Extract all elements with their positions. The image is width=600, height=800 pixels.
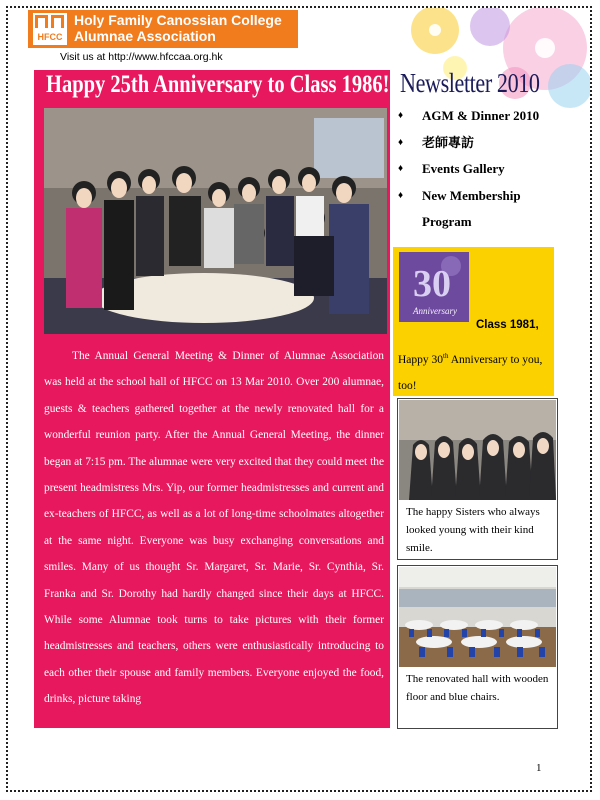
contents-item-label: Events Gallery — [422, 161, 505, 176]
contents-item-teacher-interview[interactable] — [398, 135, 542, 162]
svg-text:Anniversary: Anniversary — [413, 306, 457, 316]
association-logo — [32, 12, 68, 46]
contents-item-agm-dinner[interactable] — [398, 108, 542, 135]
svg-text:HFCC: HFCC — [37, 32, 63, 42]
hall-photo-card — [397, 565, 558, 729]
contents-item-membership[interactable] — [398, 188, 542, 232]
diamond-bullet-icon: ♦ — [398, 110, 404, 121]
contents-item-label: AGM & Dinner 2010 — [422, 108, 540, 123]
group-photo — [44, 108, 387, 334]
anniversary-message-sup: th — [443, 352, 449, 360]
contents-item-label: 老師專訪 — [422, 134, 475, 150]
sisters-photo — [399, 400, 556, 500]
sisters-photo-caption: The happy Sisters who always looked young with their kind smile. — [406, 506, 540, 554]
article-headline: Happy 25th Anniversary to Class 1986! — [46, 71, 390, 98]
article-paragraph: The Annual General Meeting & Dinner of Alumnae Association was held at the school hall of HFCC on 13 Mar 2010. Over 200 alumnae, guests & teachers gathered together at the newly renovated hall for a wonderful reunion party. After the Annual General Meeting, the dinner began at 7:15 pm. The alumnae were very excited that they could meet the present headmistress Mrs. Yip, our former headmistresses and current and ex-teachers of HFCC, as well as a lot of long-time schoolmates altogether at the same night. Everyone was busy exchanging conversations and smiles. Many of us thought Sr. Margaret, Sr. Marie, Sr. Cynthia, Sr. Franka and Sr. Dorothy had hardly changed since their days at HFCC. While some Alumnae took turns to take pictures with their former headmistresses and teachers, others were enthusiastically introducing to each other their spouse and family members. Everyone enjoyed the food, drinks, picture taking — [44, 350, 384, 706]
page-number: 1 — [536, 762, 542, 774]
anniversary-30-logo — [399, 252, 469, 322]
organization-name — [74, 12, 282, 44]
diamond-bullet-icon: ♦ — [398, 189, 404, 201]
anniversary-message — [398, 343, 548, 399]
contents-list — [398, 108, 542, 232]
article-body — [44, 343, 384, 713]
org-name-line1: Holy Family Canossian College — [74, 12, 282, 28]
website-link[interactable]: Visit us at http://www.hfccaa.org.hk — [60, 51, 223, 63]
hall-photo — [399, 567, 556, 667]
anniversary-message-suffix: Anniversary to you, too! — [398, 353, 543, 392]
contents-item-label: New Membership Program — [422, 187, 521, 229]
diamond-bullet-icon: ♦ — [398, 136, 404, 148]
org-name-line2: Alumnae Association — [74, 28, 216, 44]
hall-photo-caption: The renovated hall with wooden floor and blue chairs. — [406, 673, 549, 703]
svg-text:30: 30 — [413, 263, 451, 305]
sisters-photo-card — [397, 398, 558, 560]
class-1981-label: Class 1981, — [476, 319, 539, 331]
newsletter-title: Newsletter 2010 — [400, 68, 540, 98]
diamond-bullet-icon: ♦ — [398, 163, 404, 174]
anniversary-message-prefix: Happy 30 — [398, 353, 444, 366]
